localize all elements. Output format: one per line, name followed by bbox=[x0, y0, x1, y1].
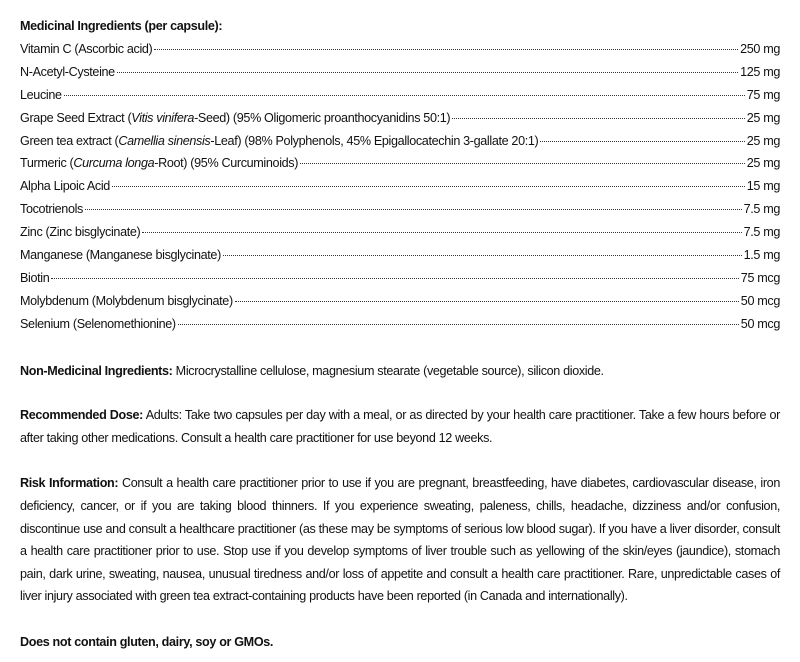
supplement-label bbox=[20, 14, 780, 654]
ingredient-row bbox=[20, 38, 780, 61]
dot-leader bbox=[223, 255, 742, 256]
dot-leader bbox=[452, 118, 744, 119]
ingredient-name-part: Selenium (Selenomethionine) bbox=[20, 316, 176, 331]
ingredient-amount: 25 mg bbox=[746, 110, 780, 125]
recommended-dose-text: Adults: Take two capsules per day with a meal, or as directed by your health care practitioner. Take a few hours before or after taking other medications. Consult a health care practitioner for use beyond 12 weeks. bbox=[20, 408, 780, 445]
dot-leader bbox=[178, 324, 739, 325]
ingredient-name bbox=[20, 175, 110, 198]
ingredient-row bbox=[20, 175, 780, 198]
ingredient-amount: 25 mg bbox=[746, 156, 780, 171]
ingredient-row bbox=[20, 152, 780, 175]
dot-leader bbox=[300, 163, 745, 164]
ingredient-name-part: Molybdenum (Molybdenum bisglycinate) bbox=[20, 293, 233, 308]
ingredient-name-part: Tocotrienols bbox=[20, 202, 83, 217]
ingredient-row bbox=[20, 198, 780, 221]
dot-leader bbox=[540, 141, 744, 142]
dot-leader bbox=[154, 49, 738, 50]
ingredient-amount: 7.5 mg bbox=[743, 202, 780, 217]
dot-leader bbox=[117, 72, 738, 73]
ingredient-latin-name: Vitis vinifera bbox=[131, 110, 195, 125]
ingredient-amount: 25 mg bbox=[746, 133, 780, 148]
ingredient-name-part: N-Acetyl-Cysteine bbox=[20, 64, 115, 79]
ingredient-latin-name: Camellia sinensis bbox=[118, 133, 211, 148]
ingredient-name bbox=[20, 290, 233, 313]
dot-leader bbox=[112, 186, 745, 187]
ingredient-amount: 50 mcg bbox=[740, 293, 780, 308]
ingredient-name bbox=[20, 313, 176, 336]
ingredient-name-part: -Leaf) (98% Polyphenols, 45% Epigallocatechin 3-gallate 20:1) bbox=[210, 133, 539, 148]
ingredient-row bbox=[20, 267, 780, 290]
ingredient-row bbox=[20, 313, 780, 336]
ingredient-amount: 50 mcg bbox=[740, 316, 780, 331]
ingredient-name bbox=[20, 130, 538, 153]
ingredient-name bbox=[20, 267, 49, 290]
ingredient-name bbox=[20, 107, 450, 130]
recommended-dose-label: Recommended Dose: bbox=[20, 408, 144, 423]
ingredient-row bbox=[20, 84, 780, 107]
ingredient-name-part: Grape Seed Extract ( bbox=[20, 110, 132, 125]
ingredient-amount: 15 mg bbox=[746, 179, 780, 194]
non-medicinal-text: Microcrystalline cellulose, magnesium stearate (vegetable source), silicon dioxide. bbox=[172, 363, 604, 378]
ingredient-name-part: Leucine bbox=[20, 87, 62, 102]
non-medicinal-ingredients bbox=[20, 360, 780, 383]
dot-leader bbox=[64, 95, 745, 96]
recommended-dose bbox=[20, 404, 780, 449]
ingredient-name-part: Turmeric ( bbox=[20, 156, 74, 171]
ingredient-name-part: -Seed) (95% Oligomeric proanthocyanidins 50:1) bbox=[194, 110, 451, 125]
ingredient-latin-name: Curcuma longa bbox=[73, 156, 155, 171]
ingredient-amount: 1.5 mg bbox=[743, 248, 780, 263]
ingredient-name bbox=[20, 61, 115, 84]
ingredient-name-part: Vitamin C (Ascorbic acid) bbox=[20, 42, 153, 56]
ingredient-name-part: Manganese (Manganese bisglycinate) bbox=[20, 248, 221, 263]
dot-leader bbox=[142, 232, 741, 233]
ingredient-amount: 7.5 mg bbox=[743, 225, 780, 240]
ingredient-amount: 125 mg bbox=[740, 64, 780, 79]
ingredient-name bbox=[20, 152, 298, 175]
dot-leader bbox=[51, 278, 738, 279]
ingredient-row bbox=[20, 61, 780, 84]
ingredient-name bbox=[20, 221, 140, 244]
ingredient-row bbox=[20, 244, 780, 267]
ingredient-name bbox=[20, 84, 62, 107]
ingredient-name bbox=[20, 244, 221, 267]
non-medicinal-label: Non-Medicinal Ingredients: bbox=[20, 363, 173, 378]
allergen-text: Does not contain gluten, dairy, soy or GMOs. bbox=[20, 634, 274, 649]
ingredient-amount: 250 mg bbox=[740, 42, 780, 56]
risk-information bbox=[20, 472, 780, 608]
dot-leader bbox=[85, 209, 742, 210]
ingredient-name-part: Biotin bbox=[20, 270, 50, 285]
medicinal-ingredients-heading: Medicinal Ingredients (per capsule): bbox=[20, 19, 223, 33]
allergen-statement bbox=[20, 631, 780, 654]
dot-leader bbox=[235, 301, 739, 302]
risk-information-text: Consult a health care practitioner prior to use if you are pregnant, breastfeeding, have diabetes, cardiovascular disease, iron deficiency, cancer, or if you are taking blood thinners. If you experience sweating, paleness, chills, headache, dizziness and/or confusion, discontinue use and consult a healthcare practitioner (as these may be symptoms of serious low blood sugar). If you have a liver disorder, consult a health care practitioner prior to use. Stop use if you develop symptoms of liver trouble such as yellowing of the skin/eyes (jaundice), stomach pain, dark urine, sweating, nausea, unusual tiredness and/or loss of appetite and consult a health care practitioner. Rare, unpredictable cases of liver injury associated with green tea extract-containing products have been reported (in Canada and internationally). bbox=[20, 476, 780, 604]
ingredient-row bbox=[20, 130, 780, 153]
ingredient-name bbox=[20, 198, 83, 221]
ingredient-name-part: Alpha Lipoic Acid bbox=[20, 179, 110, 194]
ingredient-name-part: -Root) (95% Curcuminoids) bbox=[154, 156, 299, 171]
ingredient-row bbox=[20, 221, 780, 244]
ingredient-amount: 75 mg bbox=[746, 87, 780, 102]
ingredient-row bbox=[20, 107, 780, 130]
ingredient-name-part: Zinc (Zinc bisglycinate) bbox=[20, 225, 141, 240]
ingredient-name bbox=[20, 38, 152, 61]
ingredient-row bbox=[20, 290, 780, 313]
medicinal-ingredients-list bbox=[20, 38, 780, 336]
risk-information-label: Risk Information: bbox=[20, 476, 119, 491]
ingredient-name-part: Green tea extract ( bbox=[20, 133, 119, 148]
ingredient-amount: 75 mcg bbox=[740, 270, 780, 285]
